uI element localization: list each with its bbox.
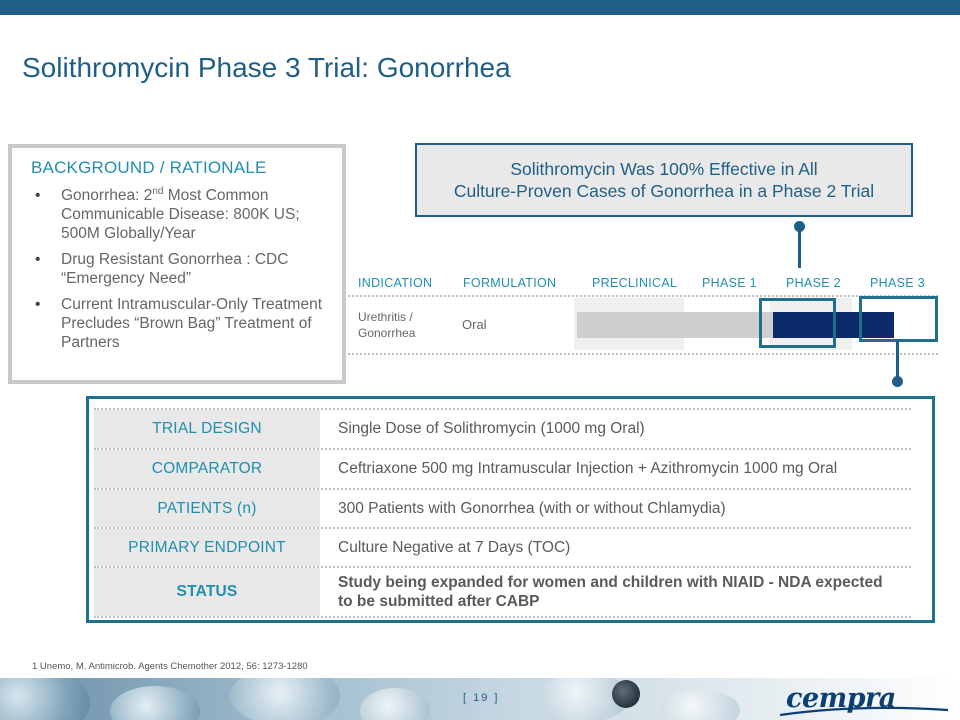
slide-title: Solithromycin Phase 3 Trial: Gonorrhea: [22, 52, 511, 83]
callout-line-1: Solithromycin Was 100% Effective in All: [510, 159, 818, 179]
table-row: [94, 529, 911, 568]
decorative-dark-cell: [612, 680, 640, 708]
trial-row-value: Study being expanded for women and children with NIAID - NDA expected to be submitted after CABP: [338, 574, 883, 610]
decorative-cell: [230, 678, 340, 720]
bullet-item: [31, 186, 328, 243]
pipeline-header-phase1: PHASE 1: [702, 276, 757, 290]
pipeline-header-phase3: PHASE 3: [870, 276, 925, 290]
background-rationale-box: [8, 144, 346, 384]
pipeline-header-formulation: FORMULATION: [463, 276, 557, 290]
pipeline-header-indication: INDICATION: [358, 276, 433, 290]
background-heading: BACKGROUND / RATIONALE: [31, 158, 267, 177]
phase2-highlight-box: [759, 298, 836, 348]
callout-connector-dot: [794, 221, 805, 232]
callout-connector-line: [798, 228, 801, 268]
trial-row-label: PRIMARY ENDPOINT: [94, 529, 320, 566]
top-accent-bar: [0, 0, 960, 15]
pipeline-divider-top: [348, 295, 938, 297]
decorative-cell: [110, 686, 200, 720]
bullet-item: • Current Intramuscular-Only Treatment Precludes “Brown Bag” Treatment of Partners: [31, 295, 328, 352]
trial-row-value: Single Dose of Solithromycin (1000 mg Oral): [338, 420, 645, 437]
cempra-logo: cempra: [786, 683, 896, 714]
phase3-connector-dot: [892, 376, 903, 387]
trial-row-label: TRIAL DESIGN: [94, 410, 320, 448]
indication-line-1: Urethritis /: [358, 310, 413, 324]
bullet-text: Most Common Communicable Disease: 800K US; 500M Globally/Year: [61, 187, 300, 242]
decorative-cell: [360, 688, 430, 720]
pipeline-indication: [358, 309, 415, 341]
phase3-connector-line: [896, 341, 899, 379]
trial-row-value: Ceftriaxone 500 mg Intramuscular Injection + Azithromycin 1000 mg Oral: [338, 460, 838, 477]
page-number: [ 19 ]: [463, 692, 500, 704]
bullet-item: • Drug Resistant Gonorrhea : CDC “Emergency Need”: [31, 250, 328, 288]
background-bullet-list: [31, 186, 328, 352]
trial-row-value: Culture Negative at 7 Days (TOC): [338, 538, 571, 556]
efficacy-callout: [415, 143, 913, 217]
table-row: [94, 450, 911, 490]
phase3-highlight-box: [859, 296, 938, 342]
trial-details-table: [86, 396, 935, 623]
trial-row-label: STATUS: [94, 568, 320, 616]
pipeline-formulation: Oral: [462, 317, 487, 332]
trial-row-label: PATIENTS (n): [94, 490, 320, 527]
decorative-cell: [0, 678, 90, 720]
table-row: [94, 568, 911, 618]
pipeline-header-preclinical: PRECLINICAL: [592, 276, 678, 290]
logo-swoosh-icon: [778, 706, 950, 718]
table-row: [94, 410, 911, 450]
trial-row-label: COMPARATOR: [94, 450, 320, 488]
footnote: 1 Unemo, M. Antimicrob. Agents Chemother 2012, 56: 1273-1280: [32, 661, 308, 672]
pipeline-divider-bottom: [348, 353, 938, 355]
decorative-cell: [660, 690, 740, 720]
table-row: [94, 490, 911, 529]
bullet-text: Gonorrhea: 2: [61, 187, 153, 204]
trial-row-value: 300 Patients with Gonorrhea (with or without Chlamydia): [338, 499, 726, 517]
pipeline-header-phase2: PHASE 2: [786, 276, 841, 290]
bullet-superscript: nd: [152, 185, 164, 197]
callout-line-2: Culture-Proven Cases of Gonorrhea in a Phase 2 Trial: [453, 181, 875, 201]
pipeline-progress-bar-completed: [577, 312, 773, 338]
indication-line-2: Gonorrhea: [358, 326, 416, 340]
